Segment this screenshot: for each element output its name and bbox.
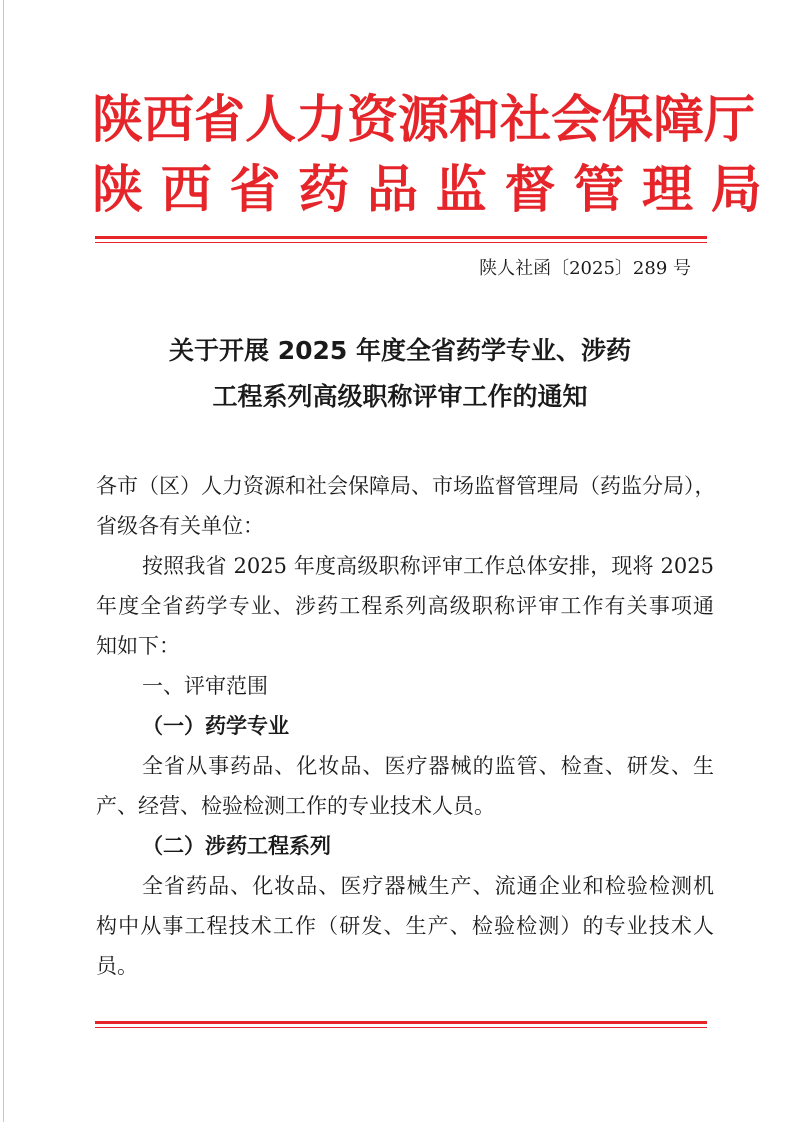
page-edge-line (3, 0, 4, 1122)
authority-name-drug-admin: 陕 西 省 药 品 监 督 管 理 局 (92, 161, 762, 220)
subsection-1-line-2: 产、经营、检验检测工作的专业技术人员。 (96, 794, 495, 818)
footer-red-rule-thin (95, 1027, 707, 1028)
subsection-1-heading: （一）药学专业 (142, 714, 289, 738)
document-title-line-2: 工程系列高级职称评审工作的通知 (212, 382, 588, 411)
document-title-line-1: 关于开展 2025 年度全省药学专业、涉药 (169, 336, 631, 365)
section-1-heading: 一、评审范围 (142, 674, 268, 698)
intro-line-3: 知如下： (96, 634, 180, 658)
salutation-line-2: 省级各有关单位： (96, 514, 264, 538)
header-red-rule-thin (95, 242, 707, 243)
footer-red-rule-thick (95, 1021, 707, 1024)
subsection-1-line-1: 全省从事药品、化妆品、医疗器械的监管、检查、研发、生 (142, 754, 714, 778)
subsection-2-line-1: 全省药品、化妆品、医疗器械生产、流通企业和检验检测机 (142, 874, 714, 898)
salutation-line-1: 各市（区）人力资源和社会保障局、市场监督管理局（药监分局）， (96, 474, 716, 498)
document-body (96, 466, 714, 986)
subsection-2-line-3: 员。 (96, 954, 138, 978)
intro-line-2: 年度全省药学专业、涉药工程系列高级职称评审工作有关事项通 (96, 594, 714, 618)
authority-name-hrss: 陕西省人力资源和社会保障厅 (92, 91, 756, 150)
intro-line-1: 按照我省 2025 年度高级职称评审工作总体安排，现将 2025 (142, 554, 714, 578)
subsection-2-line-2: 构中从事工程技术工作（研发、生产、检验检测）的专业技术人 (96, 914, 714, 938)
issuing-authority-header (92, 86, 762, 226)
header-red-rule-thick (95, 236, 707, 239)
document-number: 陕人社函〔2025〕289 号 (479, 258, 691, 279)
subsection-2-heading: （二）涉药工程系列 (142, 834, 331, 858)
